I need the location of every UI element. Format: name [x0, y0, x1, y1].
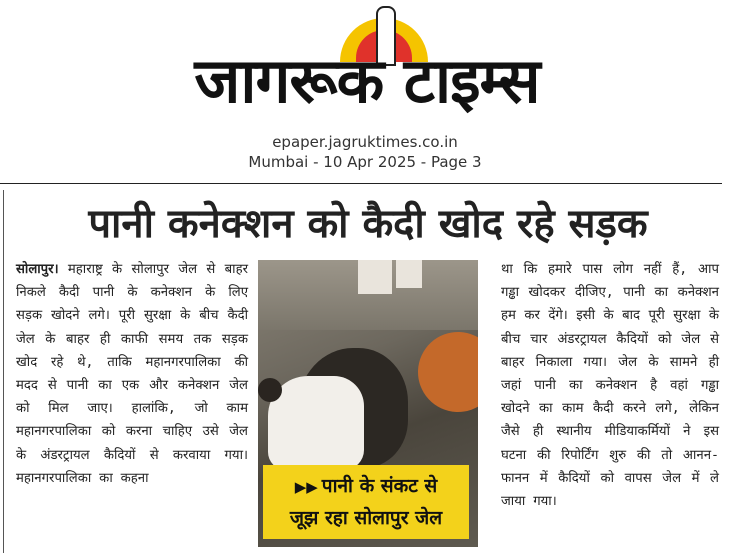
- epaper-url[interactable]: epaper.jagruktimes.co.in: [272, 133, 458, 151]
- newspaper-logo: जागरूक टाइम्स: [194, 44, 540, 117]
- article-column-left: [16, 258, 248, 490]
- masthead: [166, 4, 564, 120]
- article-column-right: [501, 258, 719, 513]
- fast-forward-icon: ▶▶: [294, 478, 318, 496]
- edition-info: [0, 132, 730, 172]
- left-divider: [3, 190, 4, 553]
- article-body-right: था कि हमारे पास लोग नहीं हैं, आप गड्ढा खोदकर दीजिए, पानी का कनेक्शन हम कर देंगे। इसी के बाद पूरी सुरक्षा के बीच चार अंडरट्रायल कैदियों को जेल से बाहर निकाला गया। जेल के सामने ही जहां पानी का कनेक्शन है वहां गड्ढा खोदने का काम कैदी करने लगे, लेकिन जैसे ही स्थानीय मीडियाकर्मियों ने इस घटना की रिपोर्टिंग शुरु की तो आनन-फानन में कैदियों को वापस जेल में ले जाया गया।: [501, 262, 719, 510]
- top-divider: [0, 183, 722, 184]
- article-headline: पानी कनेक्शन को कैदी खोद रहे सड़क: [88, 201, 648, 247]
- edition-date-page: Mumbai - 10 Apr 2025 - Page 3: [248, 153, 482, 171]
- article-body-left: महाराष्ट्र के सोलापुर जेल से बाहर निकले कैदी पानी के कनेक्शन के लिए सड़क खोदने लगे। पूरी सुरक्षा के बीच कैदी जेल के बाहर ही काफी समय तक सड़क खोद रहे थे, ताकि महानगरपालिका की मदद से पानी का एक और कनेक्शन जेल को मिल जाए। हालांकि, जो काम महानगरपालिका को करना चाहिए उसे जेल के अंडरट्रायल कैदियों से करवाया गया। महानगरपालिका का कहना: [16, 262, 248, 486]
- caption-line-2: जूझ रहा सोलापुर जेल: [289, 507, 443, 529]
- photo-caption: [263, 465, 469, 539]
- caption-line-1: पानी के संकट से: [321, 475, 438, 497]
- dateline: सोलापुर।: [16, 262, 59, 277]
